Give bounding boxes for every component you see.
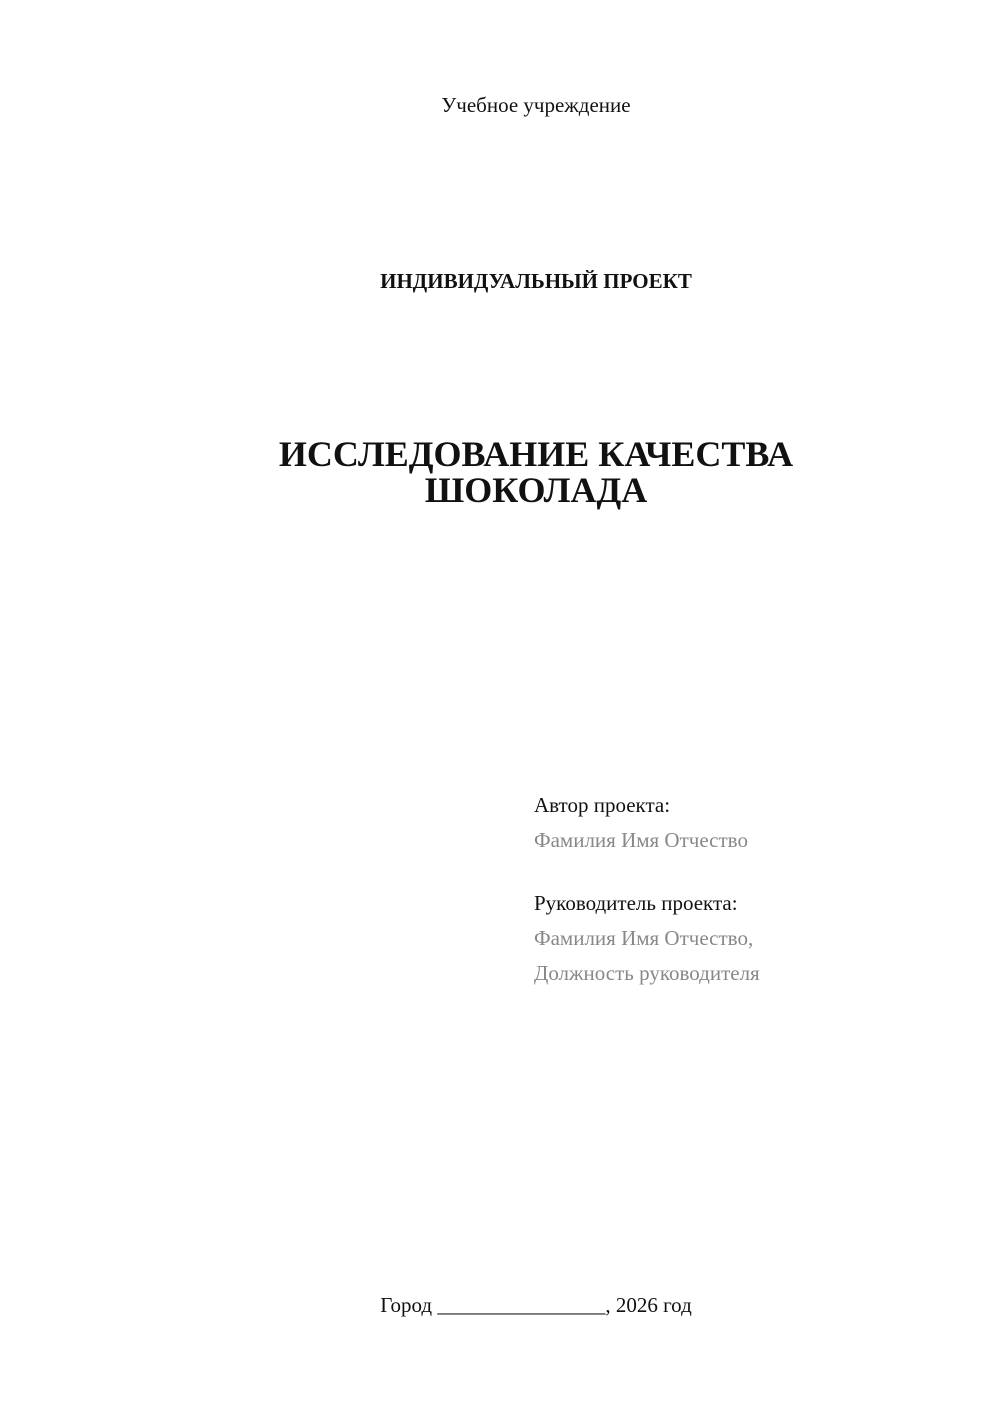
credits-spacer [534, 858, 974, 886]
institution-name: Учебное учреждение [441, 93, 631, 117]
project-title-line-2: ШОКОЛАДА [424, 470, 648, 510]
supervisor-name: Фамилия Имя Отчество, [534, 926, 754, 950]
project-title [0, 436, 1000, 508]
author-label: Автор проекта: [534, 793, 671, 817]
supervisor-position: Должность руководителя [534, 961, 760, 985]
credits-block [534, 788, 974, 991]
project-title-line-1: ИССЛЕДОВАНИЕ КАЧЕСТВА [278, 434, 794, 474]
supervisor-label: Руководитель проекта: [534, 891, 738, 915]
city-year-line: Город ________________, 2026 год [380, 1293, 692, 1317]
document-type: ИНДИВИДУАЛЬНЫЙ ПРОЕКТ [380, 269, 692, 293]
author-name: Фамилия Имя Отчество [534, 828, 748, 852]
